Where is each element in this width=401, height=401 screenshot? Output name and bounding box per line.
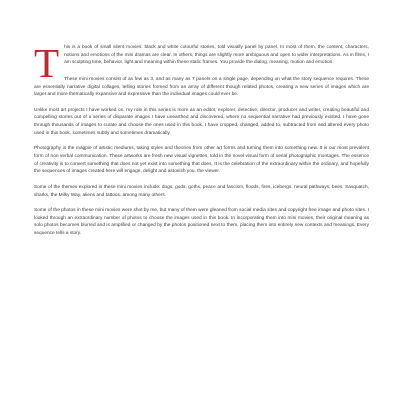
intro-paragraph bbox=[34, 40, 369, 86]
drop-cap-letter: T bbox=[34, 40, 60, 86]
paragraph-themes: Some of the themes explored in these mini movies include: dogs, gods, goths, peace and fascism, floods, fires, icebergs, neural pathways, bees, Sasquatch, sharks, the Milky Way, aliens and tattoos, among many others. bbox=[34, 184, 369, 198]
paragraph-photography: Photography is the magpie of artistic mediums, taking styles and theories from other art forms and turning them into something new. It is our most prevalent form of non verbal communication. These artworks are fresh new visual vignettes, told in the novel visual form of serial photographic montages. The essence of creativity is to convert something that does not yet exist into something that does. It is the celebration of the extraordinary within the ordinary, and hopefully the sequences of images created here will engage, delight and astonish you, the viewer. bbox=[34, 146, 369, 175]
paragraph-role: Unlike most art projects I have worked on, my role in this series is more as an editor, explorer, detective, director, producer and writer, creating beautiful and compelling stories out of a series of disparate images I have unearthed and discovered, where no sequential narrative had previously existed. I have gone through thousands of images to curate and choose the ones used in this book. I have cropped, changed, added to, subtracted from and altered every photo used in this book, sometimes subtly and sometimes dramatically. bbox=[34, 107, 369, 136]
paragraph-panels: These mini movies consist of as few as 3, and as many as 7 panels on a single page, depending on what the story sequence requires. These are essentially narrative digital collages, telling stories formed from an array of different though related photos, creating a new series of images which are larger and more thematically expansive and expressive than the individual images could ever be. bbox=[34, 76, 369, 98]
intro-text: his is a book of small silent movies: black and white colourful stories, told visually panel by panel. In most of them, the content, characters, notions and emotions of the mini dramas are clear. In others, things are slightly more ambiguous and open to wider interpretations. As in films, I am sculpting time, behavior, light and meaning within these static frames. You provide the dialog, meaning, motion and emotion. bbox=[64, 45, 369, 66]
paragraph-sources: Some of the photos in these mini movies were shot by me, but many of them were gleaned from social media sites and copyright free image and photo sites. I looked through an extraordinary number of photos to choose the images used in this book. In incorporating them into mini movies, their original meaning as solo photos becomes blurred and is amplified or changed by the photos positioned next to them, placing them into entirely new contexts and meanings. Every sequence tells a story. bbox=[34, 208, 369, 237]
